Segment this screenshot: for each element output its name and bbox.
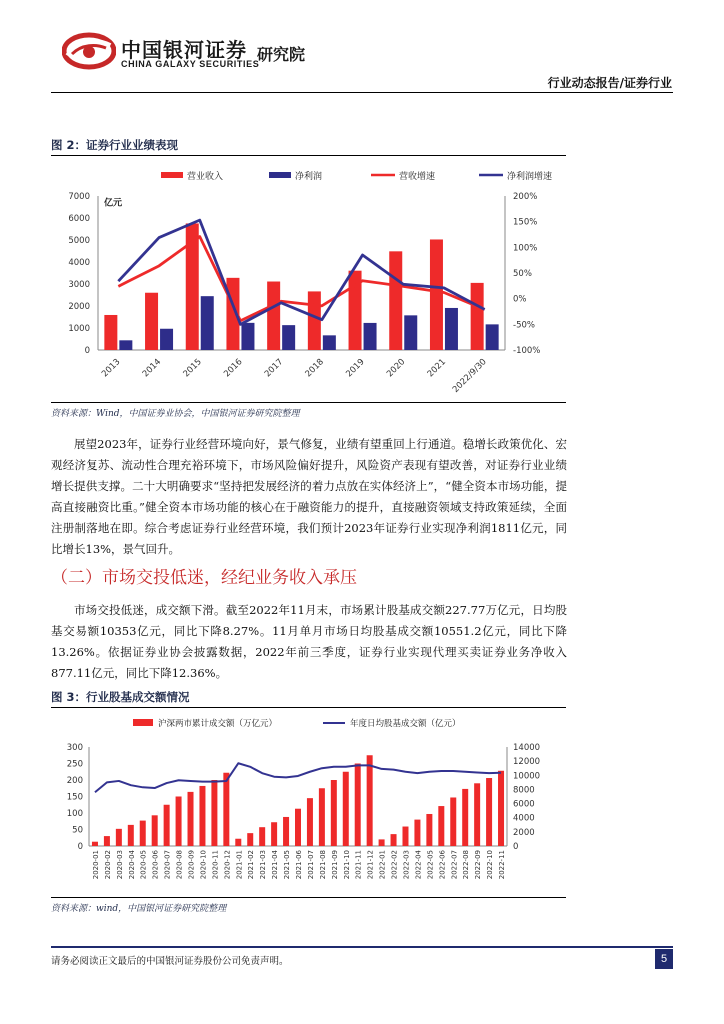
bar-net-profit	[160, 329, 173, 350]
bar-cumulative-turnover	[450, 797, 456, 846]
bar-net-profit	[241, 323, 254, 350]
y-tick-label: 4000	[68, 258, 90, 268]
x-tick-label: 2020-03	[115, 850, 124, 880]
x-tick-label: 2020-01	[91, 850, 100, 880]
figure2-source: 资料来源：Wind，中国证券业协会，中国银河证券研究院整理	[51, 409, 300, 419]
x-tick-label: 2020-10	[199, 850, 208, 880]
x-tick-label: 2017	[262, 357, 286, 380]
x-tick-label: 2021-07	[306, 850, 315, 880]
bar-cumulative-turnover	[140, 821, 146, 846]
x-tick-label: 2021-05	[283, 850, 292, 880]
bar-revenue	[471, 283, 484, 350]
x-tick-label: 2022/9/30	[450, 357, 489, 395]
x-tick-label: 2022-11	[498, 850, 507, 880]
y-tick-label: 7000	[68, 192, 90, 202]
bar-cumulative-turnover	[223, 773, 229, 846]
line-revenue-growth	[118, 237, 484, 321]
body-paragraph-outlook	[51, 434, 567, 560]
x-tick-label: 2018	[303, 357, 326, 380]
y-tick-label: 6000	[68, 214, 90, 224]
legend-label-1: 年度日均股基成交额（亿元）	[350, 719, 461, 729]
bar-cumulative-turnover	[104, 836, 110, 846]
x-tick-label: 2022-07	[450, 850, 459, 880]
bar-cumulative-turnover	[474, 783, 480, 846]
logo-institute: 研究院	[257, 45, 306, 64]
x-tick-label: 2021-06	[295, 850, 303, 880]
body-paragraph-market	[51, 600, 567, 684]
x-tick-label: 2020-02	[103, 850, 112, 880]
paragraph-market-text: 市场交投低迷，成交额下滑。截至2022年11月末，市场累计股基成交额227.77万亿元，日均股基交易额10353亿元，同比下降8.27%。11月单月市场日均股基成交额10551.2亿元，同比下降13.26%。依据证券业协会披露数据，2022年前三季度，证券行业实现代理买卖证券业务净收入877.11亿元，同比下降12.36%。	[51, 603, 567, 680]
y-tick-label: 50	[72, 825, 83, 836]
bar-cumulative-turnover	[92, 842, 98, 846]
bar-cumulative-turnover	[128, 825, 134, 846]
bar-cumulative-turnover	[283, 817, 289, 846]
header-rule	[51, 92, 673, 93]
legend-label-3: 净利润增速	[507, 172, 553, 182]
footer-disclaimer: 请务必阅读正文最后的中国银河证券股份公司免责声明。	[51, 956, 289, 967]
legend-swatch-0	[133, 719, 153, 726]
bar-cumulative-turnover	[402, 827, 408, 846]
bar-cumulative-turnover	[152, 815, 158, 846]
x-tick-label: 2014	[140, 357, 164, 380]
bar-cumulative-turnover	[211, 780, 217, 846]
bar-net-profit	[404, 315, 417, 350]
x-tick-label: 2021-12	[366, 850, 375, 880]
x-tick-label: 2022-09	[474, 850, 483, 880]
bar-revenue	[389, 251, 402, 350]
y2-tick-label: 4000	[513, 813, 535, 824]
bar-revenue	[145, 293, 158, 350]
x-tick-label: 2015	[181, 357, 204, 380]
line-daily-average-turnover	[95, 763, 501, 792]
bar-cumulative-turnover	[486, 778, 492, 846]
x-tick-label: 2022-04	[414, 850, 423, 880]
x-tick-label: 2022-01	[378, 850, 387, 880]
y2-tick-label: -100%	[513, 346, 541, 356]
bar-net-profit	[323, 335, 336, 350]
bar-cumulative-turnover	[498, 771, 504, 846]
legend-label-2: 营收增速	[399, 172, 436, 182]
bar-net-profit	[282, 325, 295, 350]
bar-cumulative-turnover	[343, 772, 349, 846]
bar-cumulative-turnover	[307, 798, 313, 846]
x-tick-label: 2020-08	[175, 850, 184, 880]
x-tick-label: 2016	[222, 357, 245, 380]
y2-tick-label: 0	[513, 842, 519, 852]
bar-cumulative-turnover	[462, 789, 468, 846]
page-number: 5	[655, 949, 673, 969]
x-tick-label: 2021-08	[318, 850, 327, 880]
paragraph-outlook-text: 展望2023年，证券行业经营环境向好，景气修复，业绩有望重回上行通道。稳增长政策优化、宏观经济复苏、流动性合理充裕环境下，市场风险偏好提升，风险资产表现有望改善，对证券行业业绩增长提供支撑。二十大明确要求“坚持把发展经济的着力点放在实体经济上”，“健全资本市场功能，提高直接融资比重。”健全资本市场功能的核心在于融资能力的提升，直接融资领域支持政策延续，全面注册制落地在即。综合考虑证券行业经营环境，我们预计2023年证券行业实现净利润1811亿元，同比增长13%，景气回升。	[51, 437, 567, 556]
x-tick-label: 2022-02	[390, 850, 399, 880]
bar-revenue	[430, 239, 443, 350]
bar-net-profit	[445, 308, 458, 350]
y-tick-label: 300	[66, 743, 83, 753]
header	[0, 0, 724, 100]
bar-net-profit	[119, 340, 132, 350]
x-tick-label: 2021-11	[354, 850, 363, 880]
y2-tick-label: 2000	[513, 827, 535, 838]
y2-tick-label: 10000	[513, 771, 541, 782]
bar-revenue	[308, 291, 321, 350]
galaxy-logo-icon	[62, 32, 116, 70]
bar-revenue	[267, 282, 280, 350]
y2-tick-label: 12000	[513, 757, 541, 768]
bar-cumulative-turnover	[188, 792, 194, 846]
figure3-bottom-rule	[51, 897, 566, 898]
x-tick-label: 2022-03	[402, 850, 411, 880]
x-tick-label: 2022-10	[486, 850, 495, 880]
figure2-title: 图 2：证券行业业绩表现	[51, 138, 179, 152]
y2-tick-label: 200%	[513, 192, 538, 202]
y-tick-label: 150	[66, 792, 83, 803]
y2-tick-label: 6000	[513, 799, 535, 810]
bar-revenue	[104, 315, 117, 350]
x-tick-label: 2020-11	[211, 850, 220, 880]
unit-label: 亿元	[104, 198, 123, 209]
x-tick-label: 2021-04	[271, 850, 280, 880]
x-tick-label: 2022-05	[426, 850, 435, 880]
line-profit-growth	[118, 220, 484, 324]
x-tick-label: 2020-09	[187, 850, 196, 880]
y-tick-label: 5000	[68, 236, 90, 246]
x-tick-label: 2022-06	[438, 850, 447, 880]
figure2-top-rule	[51, 155, 566, 156]
y-tick-label: 2000	[68, 302, 90, 312]
x-tick-label: 2021	[425, 357, 449, 380]
figure2-chart	[51, 160, 566, 400]
legend-label-0: 营业收入	[187, 172, 224, 182]
legend-swatch-1	[269, 172, 291, 178]
bar-cumulative-turnover	[319, 788, 325, 846]
y2-tick-label: 14000	[513, 743, 541, 753]
y-tick-label: 250	[66, 759, 83, 770]
x-tick-label: 2013	[100, 357, 123, 380]
legend-label-1: 净利润	[295, 172, 323, 182]
bar-cumulative-turnover	[259, 827, 265, 846]
y-tick-label: 100	[66, 809, 83, 819]
bar-net-profit	[486, 324, 499, 350]
logo-chinese: 中国银河证券	[121, 38, 247, 62]
bar-cumulative-turnover	[116, 829, 122, 846]
figure2-bottom-rule	[51, 402, 566, 403]
figure3-top-rule	[51, 707, 566, 708]
x-tick-label: 2020-12	[223, 850, 232, 880]
y2-tick-label: 50%	[513, 269, 532, 279]
bar-cumulative-turnover	[379, 839, 385, 846]
report-type: 行业动态报告/证券行业	[547, 76, 672, 90]
bar-cumulative-turnover	[271, 822, 277, 846]
x-tick-label: 2021-09	[330, 850, 339, 880]
y2-tick-label: 0%	[513, 294, 527, 305]
bar-cumulative-turnover	[414, 820, 420, 846]
x-tick-label: 2021-10	[342, 850, 351, 880]
y-tick-label: 0	[84, 346, 90, 356]
figure3-title: 图 3：行业股基成交额情况	[51, 690, 190, 704]
bar-cumulative-turnover	[331, 780, 337, 846]
x-tick-label: 2021-01	[235, 850, 244, 880]
bar-cumulative-turnover	[176, 797, 182, 847]
figure3-source: 资料来源：wind，中国银河证券研究院整理	[51, 904, 227, 914]
y2-tick-label: -50%	[513, 320, 535, 331]
bar-cumulative-turnover	[199, 786, 205, 846]
bar-net-profit	[364, 323, 377, 350]
x-tick-label: 2022-08	[462, 850, 471, 880]
x-tick-label: 2020	[384, 357, 408, 380]
bar-cumulative-turnover	[295, 809, 301, 846]
y-tick-label: 0	[77, 842, 83, 852]
y2-tick-label: 150%	[513, 217, 538, 228]
footer-rule	[51, 946, 673, 948]
bar-cumulative-turnover	[367, 755, 373, 846]
x-tick-label: 2020-05	[139, 850, 148, 880]
bar-cumulative-turnover	[235, 839, 241, 846]
x-tick-label: 2019	[344, 357, 367, 380]
bar-cumulative-turnover	[247, 833, 253, 846]
x-tick-label: 2020-06	[151, 850, 160, 880]
bar-cumulative-turnover	[355, 764, 361, 847]
bar-cumulative-turnover	[426, 814, 432, 846]
y-tick-label: 1000	[68, 324, 90, 334]
section-heading: （二）市场交投低迷，经纪业务收入承压	[51, 568, 357, 588]
bar-cumulative-turnover	[391, 834, 397, 846]
bar-cumulative-turnover	[438, 806, 444, 846]
y2-tick-label: 100%	[513, 243, 538, 254]
x-tick-label: 2020-07	[163, 850, 172, 880]
legend-swatch-0	[161, 172, 183, 178]
y2-tick-label: 8000	[513, 785, 535, 796]
bar-net-profit	[201, 296, 214, 350]
y-tick-label: 3000	[68, 280, 90, 290]
legend-label-0: 沪深两市累计成交额（万亿元）	[158, 719, 278, 729]
logo-english: CHINA GALAXY SECURITIES	[121, 59, 260, 69]
x-tick-label: 2020-04	[127, 850, 136, 880]
x-tick-label: 2021-03	[259, 850, 268, 880]
y-tick-label: 200	[66, 776, 83, 786]
bar-cumulative-turnover	[164, 805, 170, 846]
figure3-chart	[51, 711, 566, 895]
x-tick-label: 2021-02	[247, 850, 256, 880]
